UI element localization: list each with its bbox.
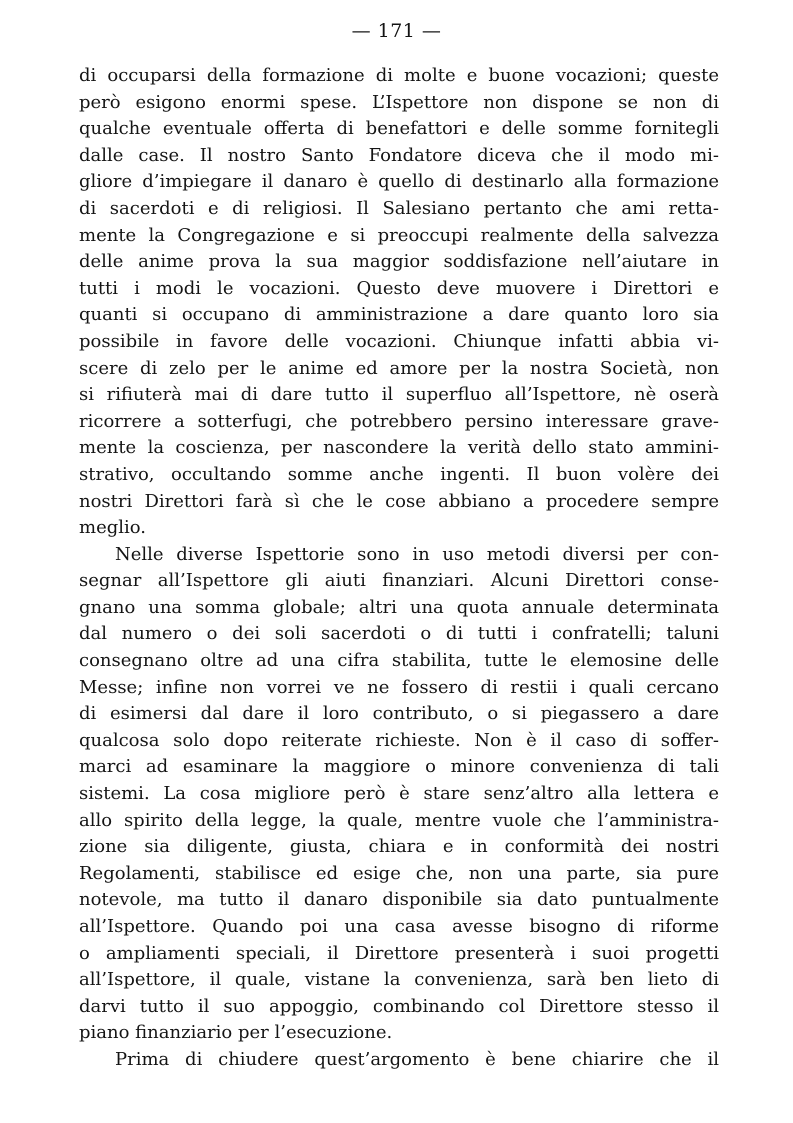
text-line: darvi tutto il suo appoggio, combinando col Direttore stesso il	[79, 995, 719, 1017]
text-line: però esigono enormi spese. L’Ispettore non dispone se non di	[79, 91, 719, 113]
text-line: strativo, occultando somme anche ingenti. Il buon volère dei	[79, 463, 719, 485]
text-line: segnar all’Ispettore gli aiuti finanziari. Alcuni Direttori conse-	[79, 570, 719, 592]
text-line: consegnano oltre ad una cifra stabilita, tutte le elemosine delle	[79, 650, 719, 672]
text-line: gnano una somma globale; altri una quota annuale determinata	[79, 596, 719, 618]
text-line: sistemi. La cosa migliore però è stare senz’altro alla lettera e	[79, 783, 719, 805]
text-line: dal numero o dei soli sacerdoti o di tutti i confratelli; taluni	[79, 623, 719, 645]
text-line: Messe; infine non vorrei ve ne fossero di restii i quali cercano	[79, 676, 719, 698]
text-line: all’Ispettore. Quando poi una casa avesse bisogno di riforme	[79, 916, 719, 937]
text-line: di sacerdoti e di religiosi. Il Salesiano pertanto che ami retta-	[79, 197, 719, 219]
text-line: nostri Direttori farà sì che le cose abbiano a procedere sempre	[79, 490, 719, 512]
text-line: allo spirito della legge, la quale, mentre vuole che l’amministra-	[79, 809, 719, 831]
text-line: all’Ispettore, il quale, vistane la convenienza, sarà ben lieto di	[79, 969, 719, 991]
text-line: tutti i modi le vocazioni. Questo deve muovere i Direttori e	[79, 277, 719, 299]
text-line: qualcosa solo dopo reiterate richieste. Non è il caso di soffer-	[79, 729, 719, 751]
text-line: qualche eventuale offerta di benefattori e delle somme fornitegli	[79, 118, 719, 140]
text-line: ricorrere a sotterfugi, che potrebbero persino interessare grave-	[79, 410, 719, 432]
text-line: possibile in favore delle vocazioni. Chiunque infatti abbia vi-	[79, 330, 719, 352]
text-line: mente la coscienza, per nascondere la verità dello stato ammini-	[79, 437, 719, 459]
text-line: quanti si occupano di amministrazione a dare quanto loro sia	[79, 304, 719, 326]
text-line: di esimersi dal dare il loro contributo, o si piegassero a dare	[79, 703, 719, 725]
text-line: Regolamenti, stabilisce ed esige che, non una parte, sia pure	[79, 862, 719, 884]
paragraph-start-line: Nelle diverse Ispettorie sono in uso metodi diversi per con-	[115, 543, 719, 565]
text-line: notevole, ma tutto il danaro disponibile sia dato puntualmente	[79, 889, 719, 911]
text-line: mente la Congregazione e si preoccupi realmente della salvezza	[79, 224, 719, 246]
text-line: dalle case. Il nostro Santo Fondatore diceva che il modo mi-	[79, 144, 719, 166]
text-line: di occuparsi della formazione di molte e buone vocazioni; queste	[79, 65, 719, 86]
paragraph-start-line: Prima di chiudere quest’argomento è bene chiarire che il	[115, 1048, 719, 1070]
text-line: gliore d’impiegare il danaro è quello di destinarlo alla formazione	[79, 171, 719, 193]
text-line: scere di zelo per le anime ed amore per la nostra Società, non	[79, 357, 719, 379]
body-text	[79, 63, 719, 1074]
text-line: o ampliamenti speciali, il Direttore presenterà i suoi progetti	[79, 942, 719, 964]
text-line: marci ad esaminare la maggiore o minore convenienza di tali	[79, 756, 719, 778]
text-line: si rifiuterà mai di dare tutto il superfluo all’Ispettore, nè oserà	[79, 384, 719, 406]
text-line: meglio.	[79, 517, 146, 539]
page-number: — 171 —	[351, 20, 442, 42]
text-line: piano finanziario per l’esecuzione.	[79, 1022, 393, 1044]
text-line: delle anime prova la sua maggior soddisfazione nell’aiutare in	[79, 251, 719, 273]
text-line: zione sia diligente, giusta, chiara e in conformità dei nostri	[79, 836, 719, 858]
